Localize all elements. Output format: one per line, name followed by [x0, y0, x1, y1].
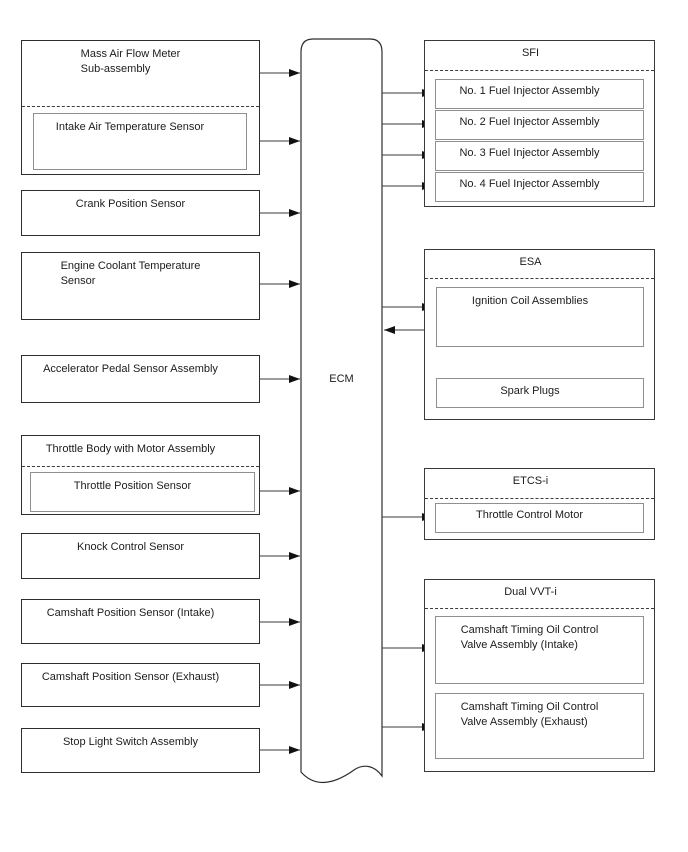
output-box-etcs-i: [424, 468, 655, 540]
label-line: Crank Position Sensor: [75, 198, 186, 210]
dashed-divider: [22, 466, 259, 467]
output-box-injector-1: [435, 79, 644, 109]
ecm-shape: [301, 39, 382, 782]
label-line: Throttle Body with Motor Assembly: [45, 443, 216, 455]
output-label-ignition-coils: [472, 294, 588, 309]
dashed-divider: [425, 278, 654, 279]
label-line: Valve Assembly (Intake): [460, 639, 578, 651]
dashed-divider: [425, 498, 654, 499]
label-line: No. 1 Fuel Injector Assembly: [459, 85, 600, 97]
output-label-injector-3: [459, 146, 599, 161]
output-title-dual-vvt-i: Dual VVT-i: [504, 586, 557, 598]
dashed-divider: [22, 106, 259, 107]
output-box-injector-2: [435, 110, 644, 140]
output-box-injector-4: [435, 172, 644, 202]
output-box-spark-plugs: [436, 378, 644, 408]
input-box-mass-air-flow-meter: [21, 40, 260, 175]
output-box-esa: [424, 249, 655, 420]
input-label-accelerator-pedal-sensor: [43, 362, 218, 377]
label-line: Valve Assembly (Exhaust): [460, 716, 588, 728]
output-label-injector-1: [459, 84, 599, 99]
input-label-crank-position-sensor: [76, 197, 185, 212]
output-label-vvt-oil-control-valve-exhaust: [461, 700, 599, 730]
input-label-camshaft-position-sensor-intake: [47, 606, 215, 621]
output-box-ignition-coils: [436, 287, 644, 347]
label-line: Sub-assembly: [80, 63, 151, 75]
label-line: Knock Control Sensor: [77, 541, 184, 553]
label-line: Throttle Position Sensor: [73, 480, 192, 492]
input-box-intake-air-temperature-sensor: [33, 113, 247, 170]
label-line: Engine Coolant Temperature: [60, 260, 201, 272]
output-title-etcs-i: ETCS-i: [512, 475, 549, 487]
label-line: Sensor: [60, 275, 96, 287]
input-label-intake-air-temperature-sensor: [56, 120, 204, 135]
input-box-stop-light-switch: [21, 728, 260, 773]
label-line: Throttle Control Motor: [476, 509, 583, 521]
output-box-injector-3: [435, 141, 644, 171]
output-title-sfi: SFI: [521, 47, 540, 59]
output-label-vvt-oil-control-valve-intake: [461, 623, 599, 653]
output-box-vvt-oil-control-valve-exhaust: [435, 693, 644, 759]
input-box-camshaft-position-sensor-intake: [21, 599, 260, 644]
label-line: Accelerator Pedal Sensor Assembly: [43, 363, 218, 375]
output-box-vvt-oil-control-valve-intake: [435, 616, 644, 684]
label-line: Camshaft Position Sensor (Intake): [46, 607, 215, 619]
label-line: No. 2 Fuel Injector Assembly: [459, 116, 600, 128]
input-box-knock-control-sensor: [21, 533, 260, 579]
output-box-dual-vvt-i: [424, 579, 655, 772]
input-label-engine-coolant-temperature-sensor: [61, 259, 201, 289]
label-line: No. 3 Fuel Injector Assembly: [459, 147, 600, 159]
label-line: Mass Air Flow Meter: [80, 48, 181, 60]
input-box-camshaft-position-sensor-exhaust: [21, 663, 260, 707]
output-title-esa: ESA: [519, 256, 542, 268]
dashed-divider: [425, 608, 654, 609]
output-label-spark-plugs: [500, 384, 559, 399]
input-box-accelerator-pedal-sensor: [21, 355, 260, 403]
label-line: Intake Air Temperature Sensor: [55, 121, 205, 133]
input-label-throttle-body: [46, 442, 215, 457]
ecm-label: ECM: [329, 373, 354, 385]
input-box-crank-position-sensor: [21, 190, 260, 236]
output-label-throttle-control-motor: [476, 508, 583, 523]
label-line: No. 4 Fuel Injector Assembly: [459, 178, 600, 190]
label-line: Camshaft Timing Oil Control: [460, 701, 599, 713]
label-line: Camshaft Position Sensor (Exhaust): [41, 671, 220, 683]
output-label-injector-4: [459, 177, 599, 192]
label-line: Ignition Coil Assemblies: [471, 295, 589, 307]
label-line: Camshaft Timing Oil Control: [460, 624, 599, 636]
label-line: Spark Plugs: [500, 385, 560, 397]
input-box-throttle-position-sensor: [30, 472, 255, 512]
input-label-stop-light-switch: [63, 735, 198, 750]
output-label-injector-2: [459, 115, 599, 130]
input-label-knock-control-sensor: [77, 540, 184, 555]
dashed-divider: [425, 70, 654, 71]
output-box-throttle-control-motor: [435, 503, 644, 533]
label-line: Stop Light Switch Assembly: [62, 736, 199, 748]
output-box-sfi: [424, 40, 655, 207]
input-label-throttle-position-sensor: [74, 479, 191, 494]
input-label-mass-air-flow-meter: [81, 47, 181, 77]
input-box-throttle-body: [21, 435, 260, 515]
input-label-camshaft-position-sensor-exhaust: [42, 670, 219, 685]
input-box-engine-coolant-temperature-sensor: [21, 252, 260, 320]
